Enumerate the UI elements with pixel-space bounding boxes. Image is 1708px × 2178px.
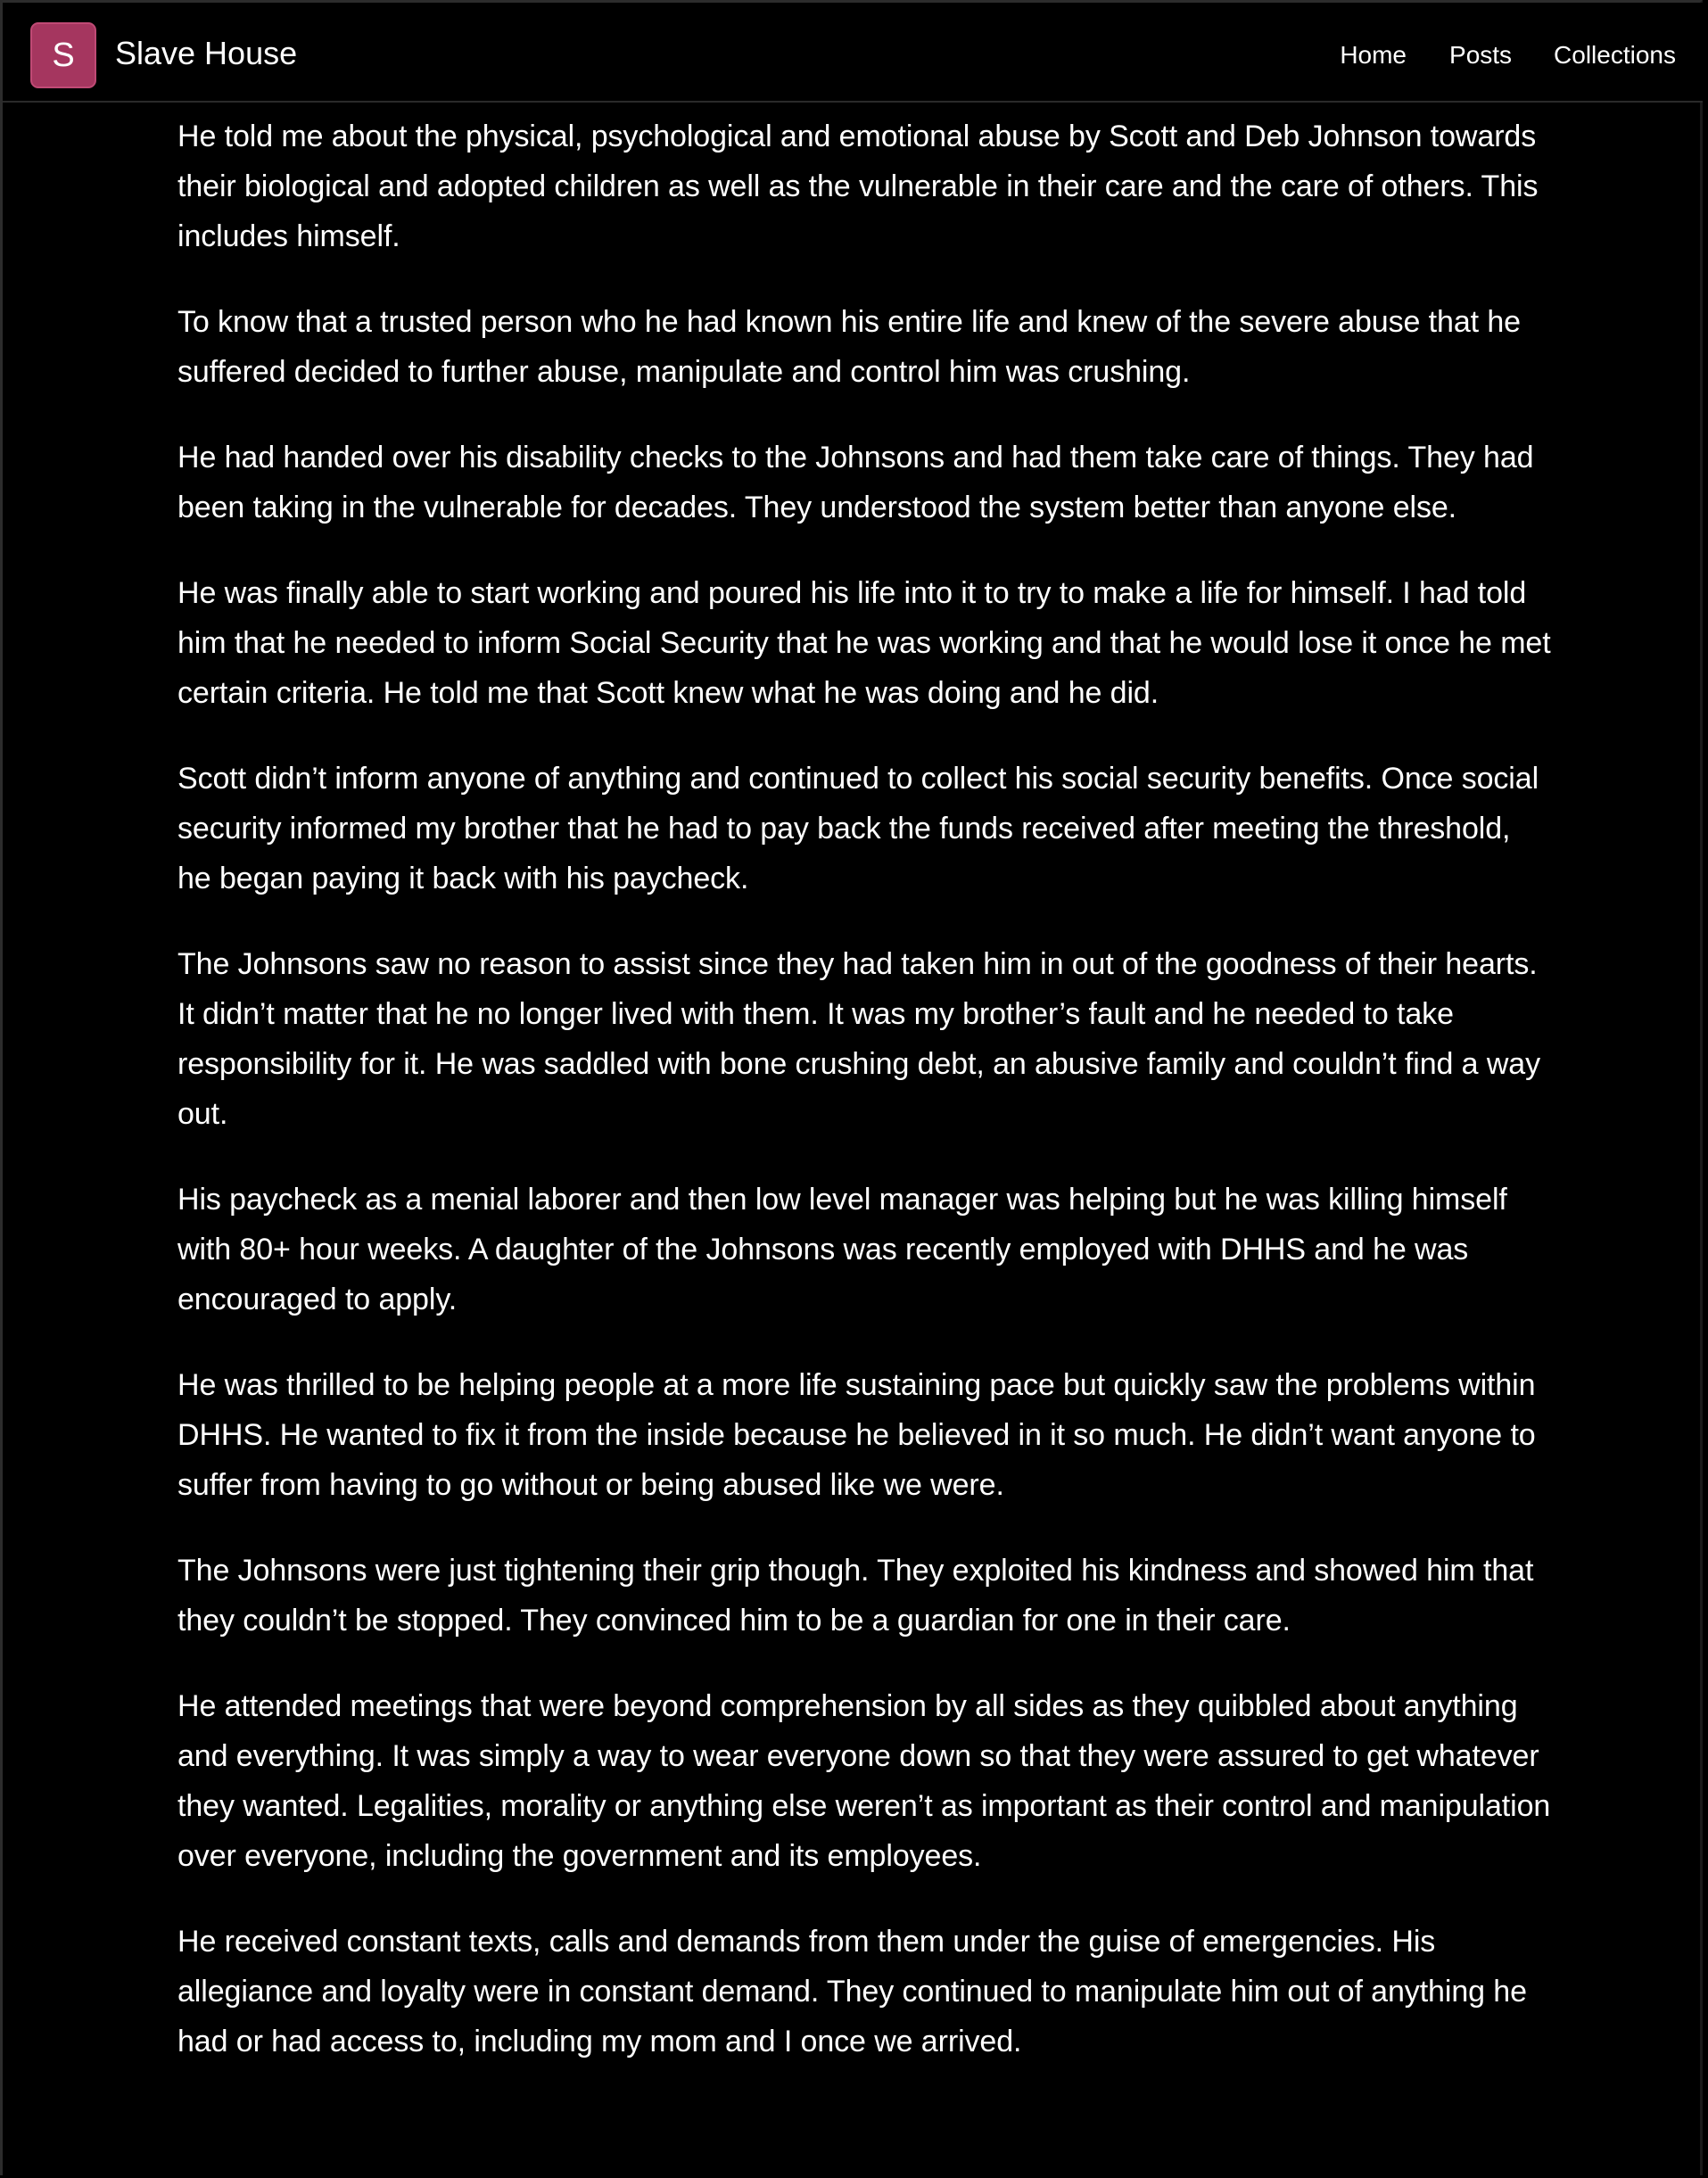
article-paragraph: The Johnsons saw no reason to assist since they had taken him in out of the goodness of their hearts. It didn’t matter that he no longer lived with them. It was my brother’s fault and he needed to take responsibility for it. He was saddled with bone crushing debt, an abusive family and couldn’t find a way out.: [177, 947, 1541, 1131]
nav-link-home[interactable]: Home: [1340, 41, 1407, 69]
nav-link-collections[interactable]: Collections: [1554, 41, 1676, 69]
main-nav: [1340, 33, 1703, 78]
article-paragraph: He told me about the physical, psychological and emotional abuse by Scott and Deb Johnson towards their biological and adopted children as well as the vulnerable in their care and the care of others. This includes himself.: [177, 120, 1539, 253]
site-logo[interactable]: [30, 22, 96, 88]
site-header: [3, 3, 1703, 103]
site-title[interactable]: Slave House: [115, 35, 298, 71]
article-body: [177, 111, 1551, 2102]
site-logo-letter: S: [52, 36, 75, 74]
article-paragraph: He received constant texts, calls and demands from them under the guise of emergencies. His allegiance and loyalty were in constant demand. They continued to manipulate him out of anything he had or had access to, including my mom and I once we arrived.: [177, 1925, 1527, 2058]
article-paragraph: He attended meetings that were beyond comprehension by all sides as they quibbled about anything and everything. It was simply a way to wear everyone down so that they were assured to get whatever they wanted. Legalities, morality or anything else weren’t as important as their control and manipulation over everyone, including the government and its employees.: [177, 1689, 1551, 1873]
nav-link-posts[interactable]: Posts: [1449, 41, 1513, 69]
article-paragraph: To know that a trusted person who he had known his entire life and knew of the severe abuse that he suffered decided to further abuse, manipulate and control him was crushing.: [177, 305, 1521, 389]
article-paragraph: He was thrilled to be helping people at a more life sustaining pace but quickly saw the problems within DHHS. He wanted to fix it from the inside because he believed in it so much. He didn’t want anyone to suffer from having to go without or being abused like we were.: [177, 1368, 1536, 1502]
article-paragraph: He was finally able to start working and poured his life into it to try to make a life for himself. I had told him that he needed to inform Social Security that he was working and that he would lose it once he met certain criteria. He told me that Scott knew what he was doing and he did.: [177, 576, 1551, 710]
article-paragraph: Scott didn’t inform anyone of anything and continued to collect his social security benefits. Once social security informed my brother that he had to pay back the funds received after meeting the threshold, he began paying it back with his paycheck.: [177, 762, 1539, 895]
article-paragraph: His paycheck as a menial laborer and then low level manager was helping but he was killing himself with 80+ hour weeks. A daughter of the Johnsons was recently employed with DHHS and he was encouraged to apply.: [177, 1183, 1507, 1316]
article-paragraph: The Johnsons were just tightening their grip though. They exploited his kindness and showed him that they couldn’t be stopped. They convinced him to be a guardian for one in their care.: [177, 1554, 1534, 1638]
article-paragraph: He had handed over his disability checks to the Johnsons and had them take care of things. They had been taking in the vulnerable for decades. They understood the system better than anyone else.: [177, 441, 1534, 524]
